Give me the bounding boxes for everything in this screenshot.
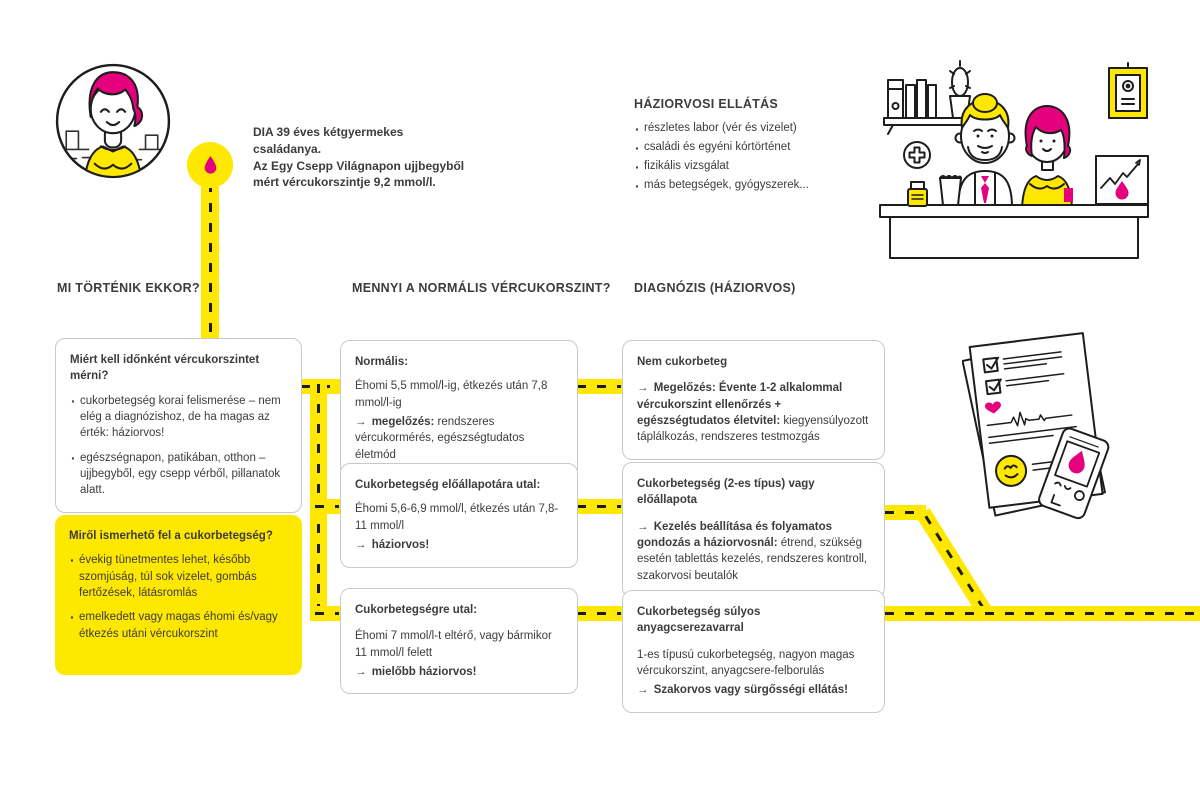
card-action [355, 537, 563, 553]
card-title: Miért kell időnként vércukorszintet mérni? [70, 354, 260, 383]
column2-heading: MENNYI A NORMÁLIS VÉRCUKORSZINT? [352, 281, 611, 295]
medical-documents-illustration [962, 328, 1110, 528]
arrow-icon: → [355, 665, 367, 678]
path-segment-row3-mid [572, 606, 626, 621]
card-action-bold: Szakorvos vagy sürgősségi ellátás! [653, 684, 849, 697]
not-diabetic-card [622, 340, 885, 460]
diabetes-level-card [340, 588, 578, 694]
card-action [637, 519, 870, 584]
doctor-consultation-illustration [878, 48, 1150, 260]
normal-level-card [340, 340, 578, 477]
arrow-icon: → [355, 538, 367, 551]
card-action [637, 682, 870, 698]
intro-text [253, 124, 473, 191]
path-segment-row3-right [880, 606, 1200, 621]
card-bullet: · egészségnapon, patikában, otthon – ujjbegyből, egy csepp vérből, pillanatok alatt. [70, 450, 287, 499]
type2-diabetes-card [622, 462, 885, 598]
card-bullet: · emelkedett vagy magas éhomi és/vagy étkezés utáni vércukorszint [69, 609, 288, 642]
path-segment-row1-mid [572, 379, 626, 394]
gp-care-list [634, 122, 864, 198]
card-title: Cukorbetegség előállapotára utal: [355, 479, 541, 491]
gp-care-heading: HÁZIORVOSI ELLÁTÁS [634, 97, 779, 111]
card-action-bold: Megelőzés: Évente 1-2 alkalommal vércukorszint ellenőrzés + egészségtudatos életvitel: [637, 382, 843, 427]
arrow-icon: → [637, 684, 649, 697]
card-bullet: · évekig tünetmentes lehet, később szomjúság, túl sok vizelet, gombás fertőzések, látásromlás [69, 552, 288, 601]
list-item: · részletes labor (vér és vizelet) [634, 122, 864, 134]
card-action [355, 414, 563, 463]
card-body: 1-es típusú cukorbetegség, nagyon magas vércukorszint, anyagcsere-felborulás [637, 648, 855, 677]
blood-drop-icon [203, 155, 218, 175]
arrow-icon: → [637, 520, 649, 533]
intro-line: mért vércukorszintje 9,2 mmol/l. [253, 175, 436, 190]
list-item: · családi és egyéni kórtörténet [634, 141, 864, 153]
symptoms-card [55, 515, 302, 675]
card-title: Nem cukorbeteg [637, 356, 728, 368]
card-title: Normális: [355, 356, 409, 368]
arrow-icon: → [637, 382, 649, 395]
blood-drop-pin [187, 142, 233, 188]
card-title: Cukorbetegségre utal: [355, 604, 478, 616]
column3-heading: DIAGNÓZIS (HÁZIORVOS) [634, 281, 796, 295]
path-segment-pin-vertical [201, 178, 219, 342]
card-title: Miről ismerhető fel a cukorbetegség? [69, 530, 273, 542]
card-action-rest: kiegyensúlyozott táplálkozás, rendszeres testmozgás [637, 414, 869, 444]
list-item: · fizikális vizsgálat [634, 160, 864, 172]
card-action [355, 664, 563, 680]
card-body: Éhomi 5,6-6,9 mmol/l, étkezés után 7,8-11 mmol/l [355, 503, 559, 532]
card-action-rest: étrend, szükség esetén tablettás kezelés, rendszeres kontroll, szakorvosi beutalók [637, 536, 868, 582]
card-action-bold: megelőzés: [371, 415, 435, 428]
arrow-icon: → [355, 415, 367, 428]
card-body: Éhomi 5,5 mmol/l-ig, étkezés után 7,8 mmol/l-ig [355, 380, 548, 409]
card-body: Éhomi 7 mmol/l-t eltérő, vagy bármikor 11 mmol/l felett [355, 630, 552, 659]
path-segment-row3-stub [310, 606, 344, 621]
column1-heading: MI TÖRTÉNIK EKKOR? [57, 281, 200, 295]
patient-avatar-illustration [52, 60, 174, 182]
intro-line: Az Egy Csepp Világnapon ujjbegyből [253, 158, 465, 173]
card-bullet: · cukorbetegség korai felismerése – nem elég a diagnózishoz, de ha magas az érték: háziorvos! [70, 393, 287, 442]
card-action-bold: háziorvos! [371, 538, 430, 551]
intro-line: DIA 39 éves kétgyermekes családanya. [253, 125, 404, 156]
card-title: Cukorbetegség súlyos anyagcserezavarral [637, 606, 761, 635]
list-item: · más betegségek, gyógyszerek... [634, 179, 864, 191]
card-action-bold: mielőbb háziorvos! [371, 665, 477, 678]
card-action [637, 380, 870, 445]
path-segment-row2-stub [310, 499, 344, 514]
prediabetes-level-card [340, 463, 578, 568]
why-measure-card [55, 338, 302, 513]
card-action-bold: Kezelés beállítása és folyamatos gondozás a háziorvosnál: [637, 520, 833, 549]
severe-diabetes-card [622, 590, 885, 713]
path-segment-row2-mid [572, 499, 626, 514]
card-action-rest: rendszeres vércukormérés, egészségtudatos életmód [355, 415, 525, 461]
card-title: Cukorbetegség (2-es típus) vagy előállapota [637, 478, 815, 507]
